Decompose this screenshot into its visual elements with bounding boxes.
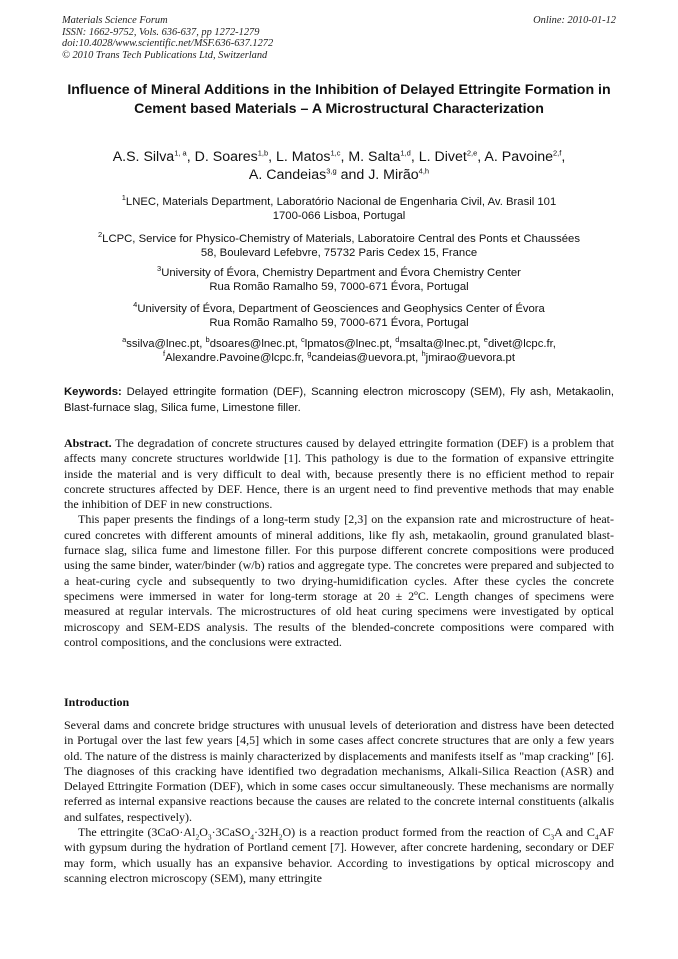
- author: M. Salta$^{1,d}$,: [348, 148, 419, 165]
- abstract: [64, 436, 614, 650]
- issn-line: ISSN: 1662-9752, Vols. 636-637, pp 1272-1279: [62, 26, 260, 38]
- email: divet@lcpc.fr,: [487, 338, 556, 350]
- intro-paragraph-1: Several dams and concrete bridge structures with unusual levels of deterioration and distress have been detected in Portugal over the last few years [4,5] which in some cases affect concrete structures that are only a few years old. The nature of the distress is mainly characterized by displacements and manifests itself as "map cracking" [6]. The diagnoses of this cracking have identified two degradation mechanisms, Alkali-Silica Reaction (ASR) and Delayed Ettringite Formation (DEF), which in some cases occur simultaneously. These mechanisms are normally referred as internal expansive reactions because the causes are related to the concrete internal constituents (alkalis and sulfates, respectively).: [64, 718, 614, 824]
- paper-title: Influence of Mineral Additions in the Inhibition of Delayed Ettringite Formation in Cement based Materials – A Microstructural Characterization: [67, 82, 611, 117]
- affiliation-3: $^3$University of Évora, Chemistry Department and Évora Chemistry Center Rua Romão Ramalho 59, 7000-671 Évora, Portugal: [157, 264, 521, 294]
- author: A. Pavoine$^{2,f}$,: [484, 148, 566, 165]
- email: lpmatos@lnec.pt,: [304, 338, 396, 350]
- email: msalta@lnec.pt,: [399, 338, 484, 350]
- keywords: [64, 385, 614, 416]
- online-date: Online: 2010-01-12: [533, 15, 616, 26]
- section-heading-introduction: Introduction: [64, 695, 130, 709]
- author: J. Mirão$^{4,h}$: [368, 166, 430, 183]
- author-list: [64, 148, 614, 184]
- abstract-paragraph-1: Abstract. The degradation of concrete structures caused by delayed ettringite formation (DEF) is a problem that affects many concrete structures worldwide [1]. This pathology is due to the formation of expansive ettringite inside the material and is very difficult to deal with, because presently there is no efficient method to repair concrete structures affected by DEF. Hence, there is an urgent need to find preventive methods that may enable the inhibition of DEF in new constructions.: [64, 436, 614, 512]
- introduction: [64, 718, 614, 886]
- author: A. Candeias$^{3,g}$ and: [248, 166, 369, 183]
- copyright-line: © 2010 Trans Tech Publications Ltd, Switzerland: [62, 49, 268, 61]
- email: dsoares@lnec.pt,: [209, 338, 301, 350]
- email: candeias@uevora.pt,: [311, 352, 422, 365]
- journal-header: [62, 15, 273, 61]
- author: D. Soares$^{1,b}$,: [194, 148, 277, 165]
- journal-name: Materials Science Forum: [62, 15, 168, 26]
- keywords-text: Delayed ettringite formation (DEF), Scanning electron microscopy (SEM), Fly ash, Metakaolin, Blast-furnace slag, Silica fume, Limestone filler.: [64, 386, 614, 414]
- email: jmirao@uevora.pt: [425, 352, 515, 365]
- email-list: $^a$ssilva@lnec.pt, $^b$dsoares@lnec.pt, $^c$lpmatos@lnec.pt, $^d$msalta@lnec.pt, $^e$divet@lcpc.fr, $^f$Alexandre.Pavoine@lcpc.fr, $^g$candeias@uevora.pt, $^h$jmirao@uevora.pt: [122, 335, 556, 365]
- affiliation-2: $^2$LCPC, Service for Physico-Chemistry of Materials, Laboratoire Central des Ponts et Chaussées 58, Boulevard Lefebvre, 75732 Paris Cedex 15, France: [98, 230, 580, 260]
- affiliation-4: $^4$University of Évora, Department of Geosciences and Geophysics Center of Évora Rua Romão Ramalho 59, 7000-671 Évora, Portugal: [133, 300, 545, 330]
- abstract-paragraph-2: This paper presents the findings of a long-term study [2,3] on the expansion rate and microstructure of heat-cured concretes with different amounts of mineral additions, like fly ash, metakaolin, ground granulated blast-furnace slag, silica fume and limestone filler. For this purpose different concrete compositions were produced using the same binder, water/binder (w/b) ratios and aggregate type. The concretes were prepared and subjected to a heat-curing cycle and subsequently to two drying-humidification cycles. After these cycles the concrete specimens were immersed in water for long-term storage at 20 ± 2ºC. Length changes of specimens were measured at regular intervals. The microstructures of old heat curing specimens were investigated by optical microscopy and SEM-EDS analysis. The results of the blended-concrete compositions were compared with control compositions, and the conclusions were extracted.: [64, 512, 614, 649]
- abstract-label: Abstract.: [64, 436, 112, 450]
- email: Alexandre.Pavoine@lcpc.fr,: [165, 352, 308, 365]
- affiliation-1: $^1$LNEC, Materials Department, Laboratório Nacional de Engenharia Civil, Av. Brasil 101 1700-066 Lisboa, Portugal: [121, 193, 557, 223]
- doi-line: doi:10.4028/www.scientific.net/MSF.636-637.1272: [62, 38, 274, 50]
- intro-paragraph-2: The ettringite $(3CaO\cdot Al_2O_3\cdot 3CaSO_4\cdot 32H_2O)$ is a reaction product formed from the reaction of $C_3A$ and $C_4AF$ with gypsum during the hydration of Portland cement [7]. However, after concrete hardening, secondary or DEF may form, which usually has an expansive behavior. According to investigations by optical microscopy and scanning electron microscopy (SEM), many ettringite: [64, 825, 615, 885]
- author: L. Matos$^{1,c}$,: [276, 148, 349, 165]
- author: L. Divet$^{2,e}$,: [418, 148, 485, 165]
- email: ssilva@lnec.pt,: [126, 338, 206, 350]
- keywords-label: Keywords:: [64, 386, 122, 398]
- author: A.S. Silva$^{1, a}$,: [112, 148, 195, 165]
